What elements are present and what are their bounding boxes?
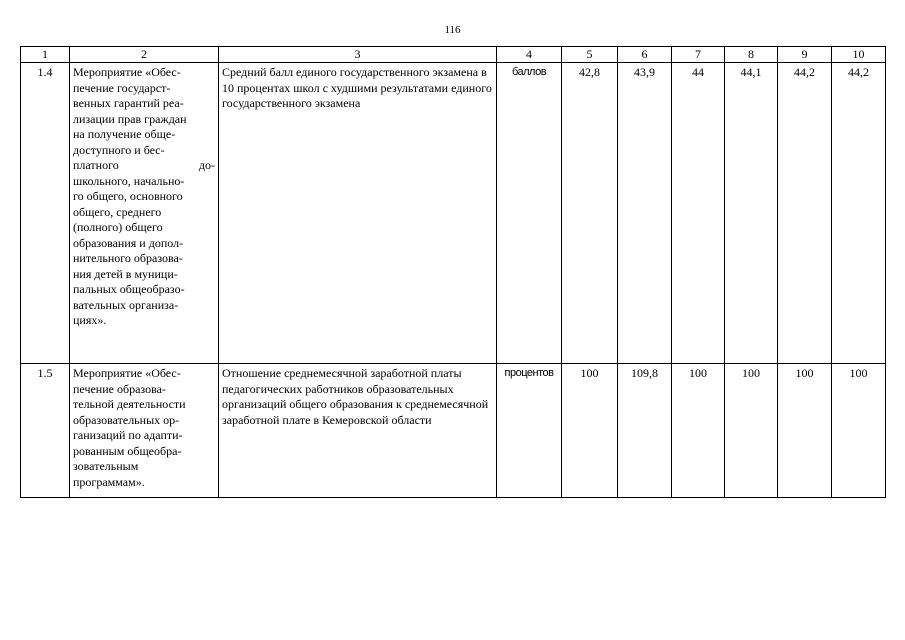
event-line: Мероприятие «Обес-: [73, 65, 181, 79]
event-line: рованным общеобра-: [73, 443, 182, 458]
column-header: 9: [778, 47, 832, 63]
indicator-description: Средний балл единого государственного экзамена в 10 процентах школ с худшими результатами единого государственного экзамена: [219, 63, 497, 364]
indicator-description: Отношение среднемесячной заработной платы педагогических работников образовательных организаций общего образования к среднемесячной заработной плате в Кемеровской области: [219, 364, 497, 498]
value-cell: 100: [778, 364, 832, 498]
value-cell: 100: [832, 364, 886, 498]
event-line: печение государст-: [73, 80, 171, 95]
value-cell: 109,8: [618, 364, 672, 498]
unit-of-measure: процентов: [497, 364, 562, 498]
event-line: Мероприятие «Обес-: [73, 366, 181, 380]
event-line: венных гарантий реа-: [73, 96, 184, 110]
event-line: го общего, основного: [73, 189, 183, 203]
value-cell: 44,1: [725, 63, 778, 364]
event-line: доступного и бес-: [73, 142, 165, 157]
event-line: вательных организа-: [73, 297, 179, 312]
event-line: пальных общеобразо-: [73, 282, 185, 296]
value-cell: 44,2: [832, 63, 886, 364]
event-line: циях».: [73, 313, 107, 327]
event-line: лизации прав граждан: [73, 111, 187, 126]
event-line: на получение обще-: [73, 127, 176, 141]
unit-of-measure: баллов: [497, 63, 562, 364]
event-line: образовательных ор-: [73, 412, 180, 427]
event-description: [70, 63, 219, 364]
event-line: платного до-: [73, 158, 215, 172]
value-cell: 42,8: [562, 63, 618, 364]
row-number: 1.4: [21, 63, 70, 364]
value-cell: 44,2: [778, 63, 832, 364]
event-line: общего, среднего: [73, 204, 162, 219]
column-header: 8: [725, 47, 778, 63]
value-cell: 100: [672, 364, 725, 498]
value-cell: 100: [725, 364, 778, 498]
event-line: ганизаций по адапти-: [73, 428, 183, 442]
event-line: образования и допол-: [73, 235, 184, 250]
event-line: (полного) общего: [73, 220, 163, 234]
event-line: программам».: [73, 474, 145, 489]
event-line: тельной деятельности: [73, 397, 186, 411]
event-line: печение образова-: [73, 381, 166, 396]
row-number: 1.5: [21, 364, 70, 498]
event-line: нительного образова-: [73, 251, 183, 265]
event-description: [70, 364, 219, 498]
event-line: зовательным: [73, 459, 139, 473]
table-header-row: [21, 47, 886, 63]
table-row: [21, 364, 886, 498]
column-header: 5: [562, 47, 618, 63]
value-cell: 43,9: [618, 63, 672, 364]
page-number: 116: [444, 24, 461, 36]
value-cell: 100: [562, 364, 618, 498]
event-line: школьного, начально-: [73, 173, 185, 188]
column-header: 6: [618, 47, 672, 63]
indicators-table: [20, 46, 886, 498]
column-header: 2: [70, 47, 219, 63]
column-header: 7: [672, 47, 725, 63]
column-header: 1: [21, 47, 70, 63]
column-header: 3: [219, 47, 497, 63]
event-line: ния детей в муници-: [73, 266, 178, 281]
table-row: [21, 63, 886, 364]
value-cell: 44: [672, 63, 725, 364]
column-header: 10: [832, 47, 886, 63]
column-header: 4: [497, 47, 562, 63]
